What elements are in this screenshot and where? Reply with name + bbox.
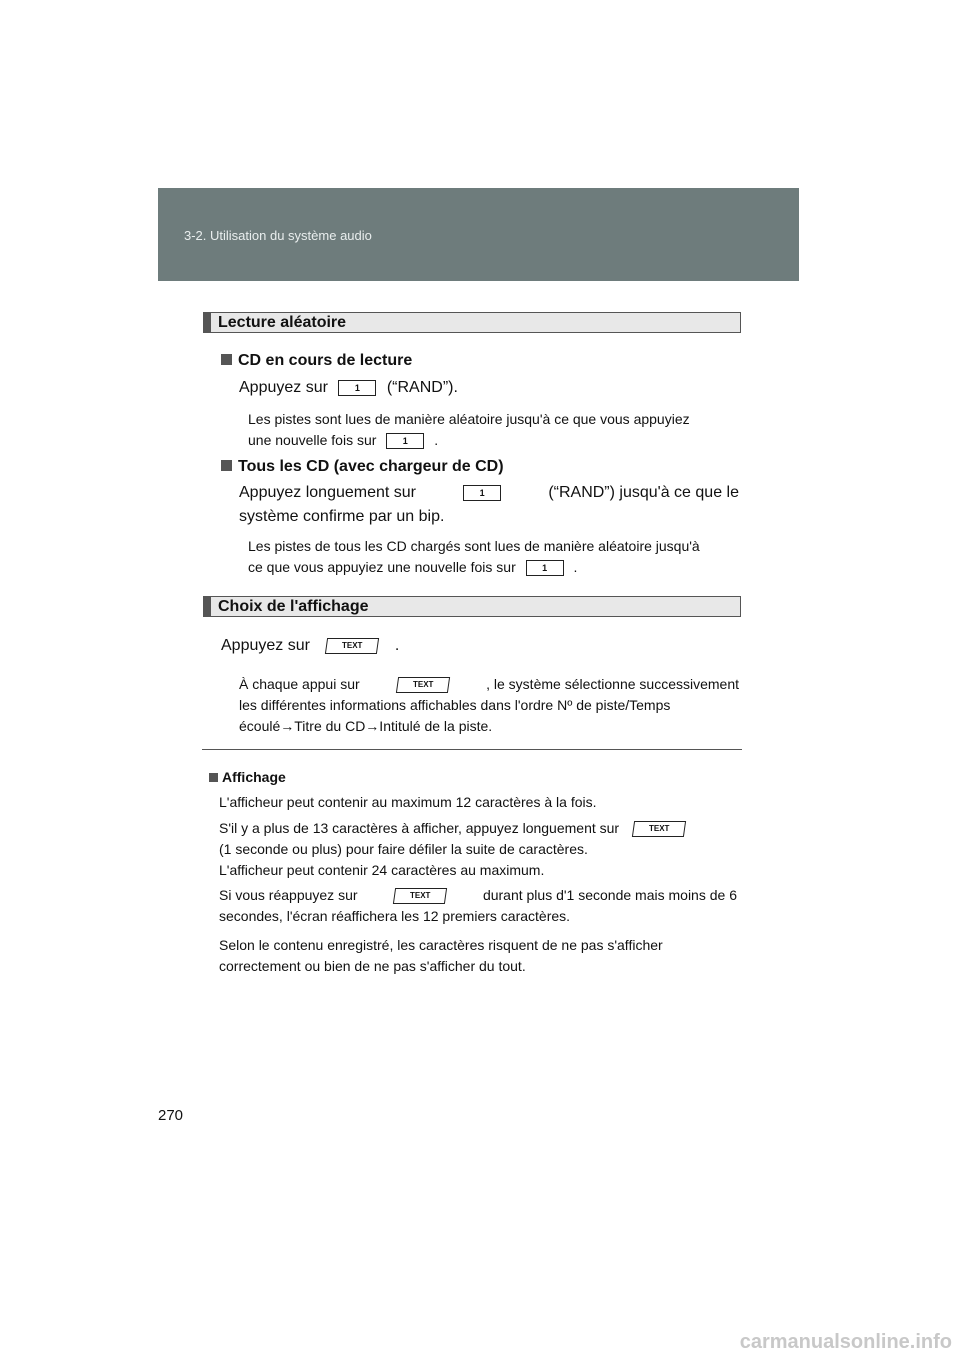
instruction-all-cd: Appuyez longuement sur 1 (“RAND”) jusqu'à ce que le système confirme par un bip.	[239, 484, 739, 525]
button-1-icon: 1	[386, 433, 424, 449]
button-text-icon: TEXT	[632, 821, 686, 837]
watermark: carmanualsonline.info	[739, 1331, 952, 1353]
footnote-heading: Affichage	[209, 767, 286, 788]
footnote-p4: Selon le contenu enregistré, les caractères risquent de ne pas s'afficher correctement ou bien de ne pas s'afficher du tout.	[219, 937, 663, 974]
subheading-cd-playing: CD en cours de lecture	[221, 352, 412, 370]
subheading-all-cd: Tous les CD (avec chargeur de CD)	[221, 458, 504, 476]
square-bullet-icon	[209, 773, 218, 782]
footnote-p1: L'afficheur peut contenir au maximum 12 caractères à la fois.	[219, 794, 597, 810]
footnote-p2: S'il y a plus de 13 caractères à afficher, appuyez longuement sur TEXT (1 seconde ou plus) pour faire défiler la suite de caractères. L'afficheur peut contenir 24 caractères au maximum.	[219, 818, 737, 881]
section-heading-random	[203, 312, 741, 333]
button-text-icon: TEXT	[396, 677, 450, 693]
header-band	[158, 188, 799, 281]
note-display: À chaque appui sur TEXT , le système sélectionne successivement les différentes informations affichables dans l'ordre Nº de piste/Temps écoulé→Titre du CD→Intitulé de la piste.	[239, 676, 739, 734]
note-all-cd: Les pistes de tous les CD chargés sont lues de manière aléatoire jusqu'à ce que vous appuyiez une nouvelle fois sur 1 .	[248, 538, 700, 575]
square-bullet-icon	[221, 460, 232, 471]
button-1-icon: 1	[338, 380, 376, 396]
divider-rule	[202, 749, 742, 750]
section-title: 3-2. Utilisation du système audio	[184, 228, 372, 243]
section-heading-display	[203, 596, 741, 617]
section-heading-text: Lecture aléatoire	[218, 314, 347, 331]
section-heading-text: Choix de l'affichage	[218, 598, 369, 615]
footnote-p3: Si vous réappuyez sur TEXT durant plus d'1 seconde mais moins de 6 secondes, l'écran réafficherа les 12 premiers caractères.	[219, 887, 737, 924]
button-text-icon: TEXT	[325, 638, 379, 654]
instruction-display: Appuyez sur TEXT .	[221, 637, 400, 654]
button-1-icon: 1	[526, 560, 564, 576]
button-1-icon: 1	[463, 485, 501, 501]
instruction-cd-playing: Appuyez sur 1 (“RAND”).	[239, 379, 458, 396]
button-text-icon: TEXT	[393, 888, 447, 904]
page-number: 270	[158, 1107, 184, 1124]
note-cd-playing: Les pistes sont lues de manière aléatoire jusqu'à ce que vous appuyiez une nouvelle fois sur 1 .	[248, 411, 690, 448]
square-bullet-icon	[221, 354, 232, 365]
